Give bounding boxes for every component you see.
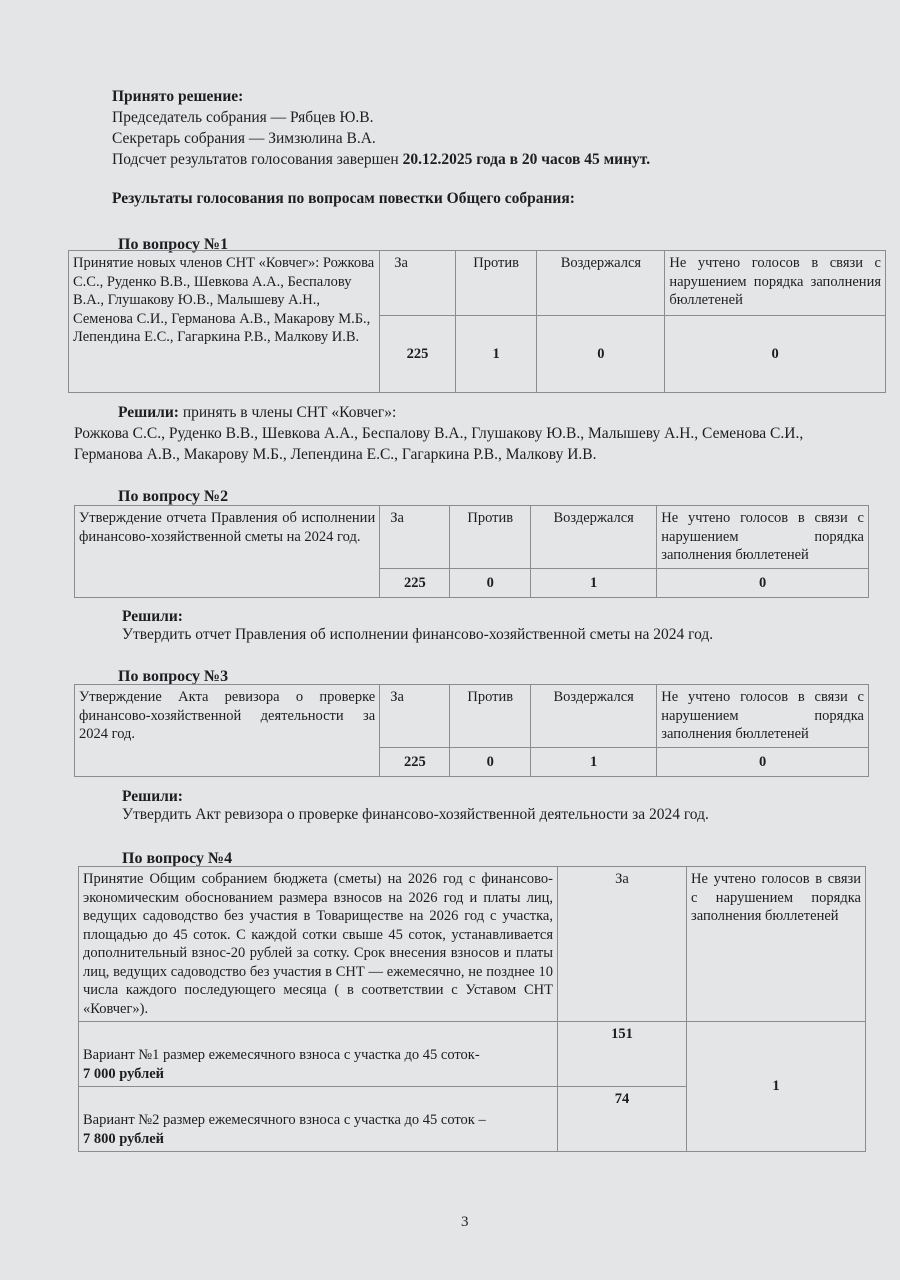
question-2-decided-body: Утвердить отчет Правления об исполнении финансово-хозяйственной сметы на 2024 год. (122, 626, 714, 643)
question-3-against: 0 (450, 748, 531, 777)
question-1-decided (118, 402, 396, 423)
chairman-line: Председатель собрания — Рябцев Ю.В. (112, 109, 374, 126)
page-number: 3 (461, 1214, 469, 1230)
question-1-against: 1 (455, 316, 537, 393)
col-against-header: Против (455, 251, 537, 316)
question-4-invalid: 1 (687, 1022, 866, 1152)
count-line (112, 149, 832, 170)
decision-label: Принято решение: (112, 88, 244, 105)
col-abstained-header: Воздержался (530, 685, 656, 748)
variant-1 (79, 1022, 558, 1087)
question-4-table (78, 866, 866, 1152)
question-3-title: По вопросу №3 (118, 668, 229, 685)
question-3-for: 225 (380, 748, 450, 777)
col-against-header: Против (450, 506, 531, 569)
question-1-for: 225 (380, 316, 456, 393)
question-2-against: 0 (450, 569, 531, 598)
question-4-title: По вопросу №4 (122, 850, 233, 867)
results-title: Результаты голосования по вопросам повестки Общего собрания: (112, 190, 575, 207)
question-3-table (74, 684, 869, 777)
question-2-for: 225 (380, 569, 450, 598)
question-3-abstained: 1 (530, 748, 656, 777)
variant-2-for: 74 (558, 1087, 687, 1152)
col-invalid-header: Не учтено голосов в связи с нарушением порядка заполнения бюллетеней (657, 685, 869, 748)
variant-1-amount: 7 000 рублей (83, 1065, 164, 1082)
col-for-header: За (380, 685, 450, 748)
question-2-title: По вопросу №2 (118, 488, 229, 505)
decided-label: Решили: (118, 404, 179, 421)
question-4-text: Принятие Общим собранием бюджета (сметы) на 2026 год с финансово-экономическим обоснованием размера взносов на 2026 год и платы лиц, ведущих садоводство без участия в Товариществе на 2026 год с участка, площадью до 45 соток. С каждой сотки свыше 45 соток, устанавливается дополнительный взнос-20 рублей за сотку. Срок внесения взносов и платы лиц, ведущих садоводство без участия в СНТ — ежемесячно, не позднее 10 числа каждого последующего месяца ( в соответствии с Уставом СНТ «Ковчег»). (79, 867, 558, 1022)
col-invalid-header: Не учтено голосов в связи с нарушением порядка заполнения бюллетеней (687, 867, 866, 1022)
col-invalid-header: Не учтено голосов в связи с нарушением порядка заполнения бюллетеней (665, 251, 886, 316)
variant-2 (79, 1087, 558, 1152)
question-2-table (74, 505, 869, 598)
col-for-header: За (380, 251, 456, 316)
question-1-invalid: 0 (665, 316, 886, 393)
question-1-text: Принятие новых членов СНТ «Ковчег»: Рожкова С.С., Руденко В.В., Шевкова А.А., Беспалову В.А., Глушакову Ю.В., Малышеву А.Н., Семенова С.И., Германова А.В., Макарову М.Б., Лепендина Е.С., Гагаркина Р.В., Малкову И.В. (69, 251, 380, 393)
col-abstained-header: Воздержался (537, 251, 665, 316)
col-abstained-header: Воздержался (530, 506, 656, 569)
question-1-decided-body: Рожкова С.С., Руденко В.В., Шевкова А.А., Беспалову В.А., Глушакову Ю.В., Малышеву А.Н., Семенова С.И., Германова А.В., Макарову М.Б., Лепендина Е.С., Гагаркина Р.В., Малкову И.В. (74, 425, 804, 463)
col-against-header: Против (450, 685, 531, 748)
variant-1-text: Вариант №1 размер ежемесячного взноса с участка до 45 соток- (83, 1047, 480, 1063)
question-2-decided-label: Решили: (122, 608, 183, 625)
variant-2-amount: 7 800 рублей (83, 1130, 164, 1147)
count-prefix: Подсчет результатов голосования завершен (112, 151, 403, 168)
variant-2-text: Вариант №2 размер ежемесячного взноса с участка до 45 соток – (83, 1112, 486, 1128)
decided-intro: принять в члены СНТ «Ковчег»: (178, 404, 397, 421)
question-3-invalid: 0 (657, 748, 869, 777)
question-1-table (68, 250, 886, 393)
question-3-decided-body: Утвердить Акт ревизора о проверке финансово-хозяйственной деятельности за 2024 год. (122, 806, 709, 823)
question-1-title: По вопросу №1 (118, 236, 229, 253)
question-2-invalid: 0 (657, 569, 869, 598)
question-3-decided-label: Решили: (122, 788, 183, 805)
count-datetime: 20.12.2025 года в 20 часов 45 минут. (402, 151, 651, 168)
question-2-text: Утверждение отчета Правления об исполнении финансово-хозяйственной сметы на 2024 год. (75, 506, 380, 598)
col-invalid-header: Не учтено голосов в связи с нарушением порядка заполнения бюллетеней (657, 506, 869, 569)
variant-1-for: 151 (558, 1022, 687, 1087)
secretary-line: Секретарь собрания — Зимзюлина В.А. (112, 130, 376, 147)
col-for-header: За (380, 506, 450, 569)
question-2-abstained: 1 (530, 569, 656, 598)
question-1-abstained: 0 (537, 316, 665, 393)
header-block (112, 86, 832, 170)
col-for-header: За (558, 867, 687, 1022)
question-3-text: Утверждение Акта ревизора о проверке финансово-хозяйственной деятельности за 2024 год. (75, 685, 380, 777)
